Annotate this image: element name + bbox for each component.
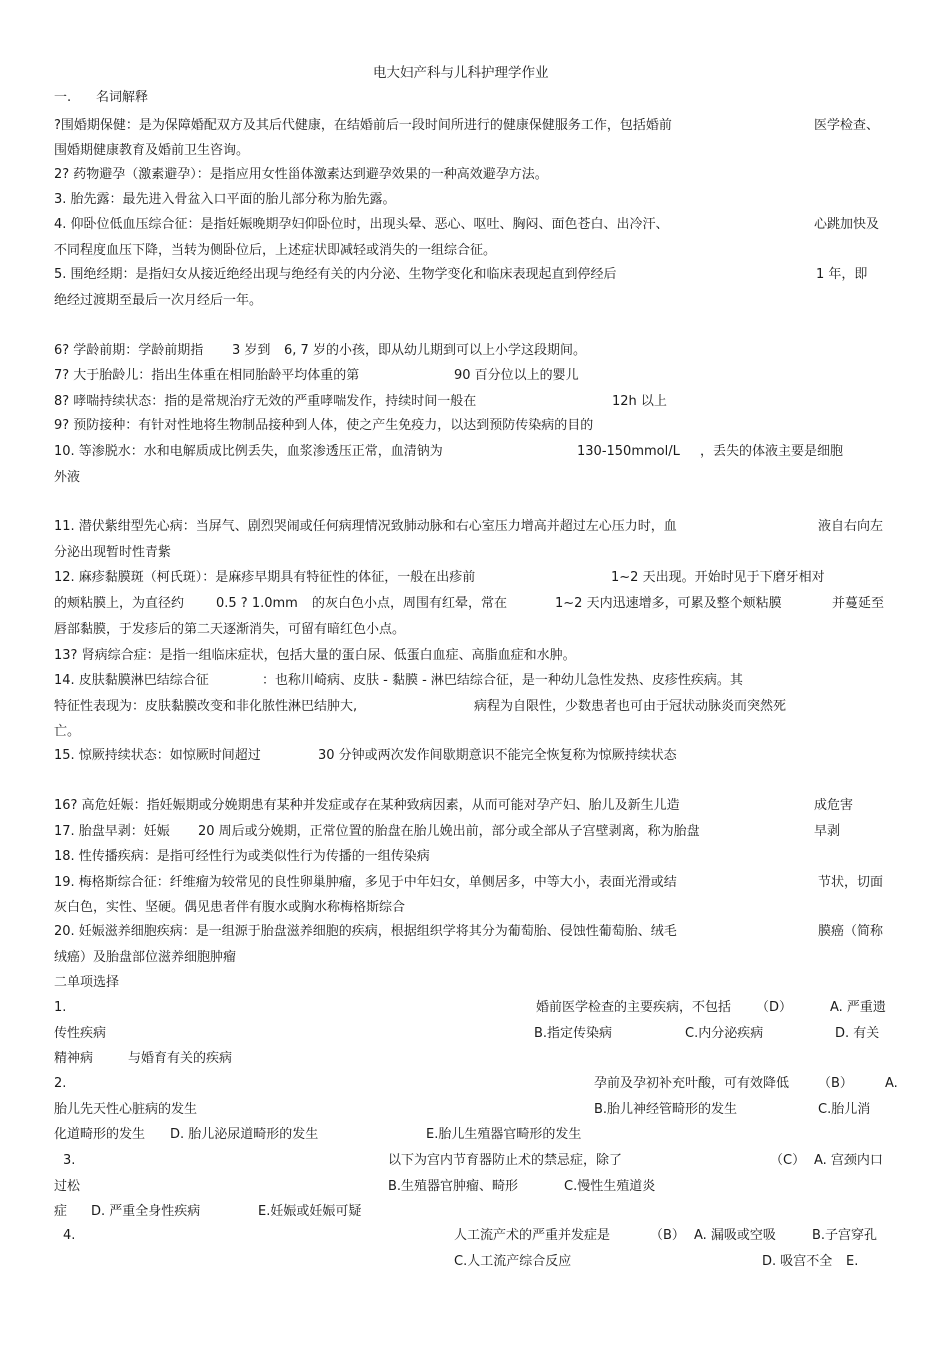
question-1-option-c: C.内分泌疾病	[685, 1026, 764, 1041]
definition-12-line-2-part-2: 0.5 ? 1.0mm	[216, 596, 298, 611]
question-1-option-d: D. 有关	[835, 1026, 880, 1041]
question-3-option-a: A. 宫颈内口	[814, 1153, 883, 1168]
question-2-option-d: D. 胎儿泌尿道畸形的发生	[170, 1127, 319, 1142]
question-4-option-c: C.人工流产综合反应	[454, 1254, 572, 1269]
page-title: 电大妇产科与儿科护理学作业	[373, 65, 549, 81]
definition-1-line-2: 围婚期健康教育及婚前卫生咨询。	[54, 143, 250, 158]
question-1-number: 1.	[54, 1000, 67, 1015]
definition-5-line-1-end: 1 年，即	[816, 267, 868, 282]
definition-16-line-1: 16? 高危妊娠：指妊娠期或分娩期患有某种并发症或存在某种致病因素，从而可能对孕产妇、胎儿及新生儿造	[54, 798, 680, 813]
definition-17-part-3: 早剥	[814, 824, 841, 839]
definition-6-part-1: 6? 学龄前期：学龄前期指	[54, 343, 204, 358]
question-1-option-a-cont: 传性疾病	[54, 1026, 107, 1041]
definition-10-part-1: 10. 等渗脱水：水和电解质成比例丢失，血浆渗透压正常，血清钠为	[54, 444, 443, 459]
definition-4-line-2: 不同程度血压下降，当转为侧卧位后，上述症状即减轻或消失的一组综合征。	[54, 243, 497, 258]
question-1-option-a: A. 严重遗	[830, 1000, 886, 1015]
definition-12-line-1-end: 1~2 天出现。开始时见于下磨牙相对	[611, 570, 825, 585]
question-4-number: 4.	[63, 1228, 76, 1243]
definition-9: 9? 预防接种：有针对性地将生物制品接种到人体，使之产生免疫力，以达到预防传染病的目的	[54, 418, 594, 433]
definition-12-line-1: 12. 麻疹黏膜斑（柯氏斑）：是麻疹早期具有特征性的体征，一般在出疹前	[54, 570, 476, 585]
question-3-option-d: D. 严重全身性疾病	[91, 1204, 201, 1219]
definition-12-line-3: 唇部黏膜，于发疹后的第二天逐渐消失，可留有暗红色小点。	[54, 622, 406, 637]
definition-15-part-1: 15. 惊厥持续状态：如惊厥时间超过	[54, 748, 261, 763]
question-2-answer: （B）	[818, 1076, 853, 1091]
question-3-option-c-cont: 症	[54, 1204, 68, 1219]
definition-10-part-3: ，丢失的体液主要是细胞	[700, 444, 844, 459]
question-1-stem: 婚前医学检查的主要疾病，不包括	[536, 1000, 732, 1015]
question-3-stem: 以下为宫内节育器防止术的禁忌症，除了	[388, 1153, 623, 1168]
question-4-option-d: D. 吸宫不全	[762, 1254, 833, 1269]
definition-6-part-3: 6, 7 岁的小孩，即从幼儿期到可以上小学这段期间。	[284, 343, 586, 358]
definition-1-line-1-end: 医学检查、	[814, 118, 880, 133]
definition-3: 3. 胎先露：最先进入骨盆入口平面的胎儿部分称为胎先露。	[54, 192, 396, 207]
definition-11-line-2: 分泌出现暂时性青紫	[54, 545, 172, 560]
section-one-number: 一.	[54, 90, 72, 105]
section-two-heading: 二单项选择	[54, 975, 120, 990]
question-2-option-a-cont: 胎儿先天性心脏病的发生	[54, 1102, 198, 1117]
question-2-number: 2.	[54, 1076, 67, 1091]
definition-17-part-1: 17. 胎盘早剥：妊娠	[54, 824, 170, 839]
definition-12-line-2-part-5: 并蔓延至	[832, 596, 885, 611]
definition-20-line-2: 绒癌）及胎盘部位滋养细胞肿瘤	[54, 950, 237, 965]
question-3-option-e: E.妊娠或妊娠可疑	[258, 1204, 362, 1219]
definition-7-part-1: 7? 大于胎龄儿：指出生体重在相同胎龄平均体重的第	[54, 368, 360, 383]
definition-12-line-2-part-4: 1~2 天内迅速增多，可累及整个颊粘膜	[555, 596, 782, 611]
definition-12-line-2-part-1: 的颊粘膜上，为直径约	[54, 596, 185, 611]
definition-19-line-2: 灰白色，实性、坚硬。偶见患者伴有腹水或胸水称梅格斯综合	[54, 900, 406, 915]
definition-5-line-2: 绝经过渡期至最后一次月经后一年。	[54, 293, 263, 308]
definition-18: 18. 性传播疾病：是指可经性行为或类似性行为传播的一组传染病	[54, 849, 430, 864]
definition-2: 2? 药物避孕（激素避孕）：是指应用女性甾体激素达到避孕效果的一种高效避孕方法。	[54, 167, 548, 182]
definition-14-line-1-part-2: ：也称川崎病、皮肤 - 黏膜 - 淋巴结综合征，是一种幼儿急性发热、皮疹性疾病。其	[262, 673, 743, 688]
definition-19-line-1-end: 节状，切面	[818, 875, 884, 890]
question-2-option-c-cont: 化道畸形的发生	[54, 1127, 146, 1142]
definition-17-part-2: 20 周后或分娩期，正常位置的胎盘在胎儿娩出前，部分或全部从子宫壁剥离，称为胎盘	[198, 824, 700, 839]
question-2-option-e: E.胎儿生殖器官畸形的发生	[426, 1127, 582, 1142]
question-3-answer: （C）	[770, 1153, 806, 1168]
section-one-heading: 名词解释	[96, 90, 149, 105]
definition-14-line-1-part-1: 14. 皮肤黏膜淋巴结综合征	[54, 673, 209, 688]
definition-19-line-1: 19. 梅格斯综合征：纤维瘤为较常见的良性卵巢肿瘤，多见于中年妇女，单侧居多，中等大小，表面光滑或结	[54, 875, 677, 890]
question-3-option-a-cont: 过松	[54, 1179, 81, 1194]
definition-4-line-1-end: 心跳加快及	[814, 217, 880, 232]
question-3-option-b: B.生殖器官肿瘤、畸形	[388, 1179, 519, 1194]
definition-6-part-2: 3 岁到	[232, 343, 271, 358]
definition-4-line-1: 4. 仰卧位低血压综合征：是指妊娠晚期孕妇仰卧位时，出现头晕、恶心、呕吐、胸闷、面色苍白、出冷汗、	[54, 217, 669, 232]
definition-10-line-2: 外液	[54, 470, 81, 485]
definition-10-part-2: 130-150mmol/L	[577, 444, 680, 459]
question-3-number: 3.	[63, 1153, 76, 1168]
definition-15-part-2: 30 分钟或两次发作间歇期意识不能完全恢复称为惊厥持续状态	[318, 748, 677, 763]
question-1-option-b: B.指定传染病	[534, 1026, 613, 1041]
definition-8-part-2: 12h 以上	[612, 394, 667, 409]
question-2-option-c: C.胎儿消	[818, 1102, 871, 1117]
question-1-option-e: 与婚育有关的疾病	[128, 1051, 233, 1066]
definition-14-line-3: 亡。	[54, 724, 81, 739]
question-1-option-d-cont: 精神病	[54, 1051, 94, 1066]
question-4-option-e: E.	[846, 1254, 859, 1269]
definition-14-line-2-part-2: 病程为自限性，少数患者也可由于冠状动脉炎而突然死	[474, 699, 787, 714]
definition-20-line-1: 20. 妊娠滋养细胞疾病：是一组源于胎盘滋养细胞的疾病，根据组织学将其分为葡萄胎、侵蚀性葡萄胎、绒毛	[54, 924, 677, 939]
definition-11-line-1-end: 液自右向左	[818, 519, 884, 534]
question-4-option-b: B.子宫穿孔	[812, 1228, 878, 1243]
definition-13: 13? 肾病综合症：是指一组临床症状，包括大量的蛋白尿、低蛋白血症、高脂血症和水肿。	[54, 648, 576, 663]
definition-14-line-2-part-1: 特征性表现为：皮肤黏膜改变和非化脓性淋巴结肿大,	[54, 699, 358, 714]
definition-11-line-1: 11. 潜伏紫绀型先心病：当屏气、剧烈哭闹或任何病理情况致肺动脉和右心室压力增高并超过左心压力时，血	[54, 519, 677, 534]
question-2-stem: 孕前及孕初补充叶酸，可有效降低	[594, 1076, 790, 1091]
question-4-stem: 人工流产术的严重并发症是	[454, 1228, 611, 1243]
question-4-answer: （B）	[650, 1228, 685, 1243]
question-4-option-a: A. 漏吸或空吸	[694, 1228, 776, 1243]
definition-5-line-1: 5. 围绝经期：是指妇女从接近绝经出现与绝经有关的内分泌、生物学变化和临床表现起直到停经后	[54, 267, 617, 282]
question-2-option-a: A.	[885, 1076, 898, 1091]
definition-7-part-2: 90 百分位以上的婴儿	[454, 368, 579, 383]
definition-1-line-1: ?围婚期保健：是为保障婚配双方及其后代健康，在结婚前后一段时间所进行的健康保健服务工作，包括婚前	[54, 118, 672, 133]
definition-16-line-1-end: 成危害	[814, 798, 854, 813]
question-3-option-c: C.慢性生殖道炎	[564, 1179, 656, 1194]
definition-8-part-1: 8? 哮喘持续状态：指的是常规治疗无效的严重哮喘发作，持续时间一般在	[54, 394, 477, 409]
definition-12-line-2-part-3: 的灰白色小点，周围有红晕，常在	[312, 596, 508, 611]
definition-20-line-1-end: 膜癌（简称	[818, 924, 884, 939]
question-1-answer: （D）	[756, 1000, 793, 1015]
question-2-option-b: B.胎儿神经管畸形的发生	[594, 1102, 738, 1117]
